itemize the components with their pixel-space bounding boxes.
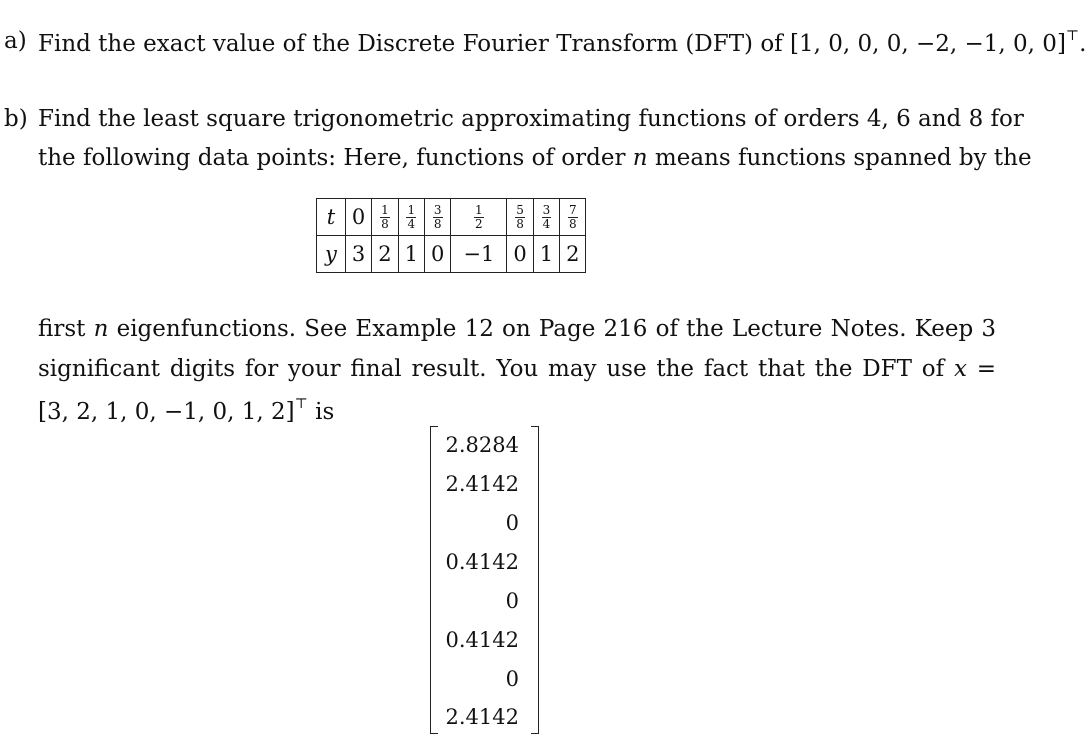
part-b-line-3-pre: first: [38, 316, 86, 342]
t-fraction: [433, 204, 443, 231]
t-fraction: [406, 204, 416, 231]
part-b-continued: [0, 316, 996, 426]
part-a-text: [38, 28, 1086, 57]
y-cell: 1: [398, 236, 424, 273]
t-cell: [345, 199, 371, 236]
t-num: 3: [542, 202, 551, 217]
part-b-line-1: [38, 106, 1024, 132]
y-cell: 1: [533, 236, 559, 273]
t-den: 8: [381, 216, 389, 231]
t-num: 1: [381, 202, 389, 217]
t-num: 1: [475, 202, 483, 217]
part-a-transpose: ⊤: [1065, 28, 1080, 44]
part-b-line-4-pre: significant digits for your final result. You may use the fact that the DFT of: [38, 356, 945, 382]
t-fraction: [515, 204, 525, 231]
part-a-label: a): [4, 28, 27, 54]
y-cell: 2: [372, 236, 398, 273]
t-den: 8: [568, 216, 577, 231]
part-b-line-5-post: is: [315, 399, 335, 425]
vector-entry: 2.4142: [445, 705, 519, 729]
part-b-label: b): [4, 106, 28, 132]
t-fraction: [568, 204, 578, 231]
vector-entry: 2.8284: [445, 433, 519, 457]
y-cell: 2: [560, 236, 586, 273]
y-cell: 0: [425, 236, 451, 273]
t-den: 4: [542, 216, 551, 231]
vector-entry: 0: [505, 511, 519, 535]
var-x: x: [953, 356, 967, 382]
t-cell: [533, 199, 559, 236]
vector-entry: 0: [505, 667, 519, 691]
part-b-line-3: [38, 316, 996, 342]
t-fraction: [474, 204, 484, 231]
y-cell: 3: [345, 236, 371, 273]
part-b-line-1-text: Find the least square trigonometric approximating functions of orders 4, 6 and 8 for: [38, 106, 1024, 132]
t-num: 3: [433, 202, 442, 217]
t-num: 1: [407, 202, 416, 217]
dft-column-vector: [430, 426, 539, 734]
table-row-t: [317, 199, 586, 236]
part-b-line-4: [38, 356, 996, 382]
y-cell: 0: [507, 236, 533, 273]
part-a: [0, 28, 1086, 60]
t-cell: [451, 199, 507, 236]
t-den: 4: [407, 216, 416, 231]
var-n: n: [93, 316, 109, 342]
var-n: n: [632, 145, 648, 171]
vector-entry: 2.4142: [445, 472, 519, 496]
t-num: 5: [516, 202, 524, 217]
part-a-question: Find the exact value of the Discrete Fourier Transform (DFT) of [1, 0, 0, 0, −2, −1, 0, 0]: [38, 31, 1066, 57]
vector-entry: 0.4142: [445, 628, 519, 652]
t-den: 8: [433, 216, 442, 231]
t-fraction: [380, 204, 390, 231]
t-den: 2: [475, 216, 483, 231]
t-cell: [398, 199, 424, 236]
data-points-table: [316, 198, 586, 273]
table-row-y: [317, 236, 586, 273]
vector-entry: 0: [505, 589, 519, 613]
t-fraction: [542, 204, 552, 231]
equals-sign: =: [976, 356, 996, 382]
part-b-line-5: [38, 396, 334, 425]
part-b-line-2-pre: the following data points: Here, functions of order: [38, 145, 626, 171]
t-value: 0: [351, 205, 366, 229]
part-a-period: .: [1079, 31, 1086, 57]
t-num: 7: [568, 202, 577, 217]
part-b-line-3-post: eigenfunctions. See Example 12 on Page 216 of the Lecture Notes. Keep 3: [116, 316, 997, 342]
part-b-line-2: [38, 145, 1032, 171]
t-cell: [560, 199, 586, 236]
vector-entry: 0.4142: [445, 550, 519, 574]
y-cell: −1: [451, 236, 507, 273]
x-vector-transpose: ⊤: [294, 396, 308, 412]
t-cell: [372, 199, 398, 236]
t-cell: [507, 199, 533, 236]
part-b-line-2-post: means functions spanned by the: [654, 145, 1032, 171]
right-bracket: [531, 426, 539, 734]
t-den: 8: [516, 216, 524, 231]
table-header-y: y: [317, 236, 346, 273]
part-b: [0, 106, 1032, 186]
t-cell: [425, 199, 451, 236]
table-header-t: t: [317, 199, 346, 236]
left-bracket: [430, 426, 438, 734]
x-vector: [3, 2, 1, 0, −1, 0, 1, 2]: [38, 399, 295, 425]
